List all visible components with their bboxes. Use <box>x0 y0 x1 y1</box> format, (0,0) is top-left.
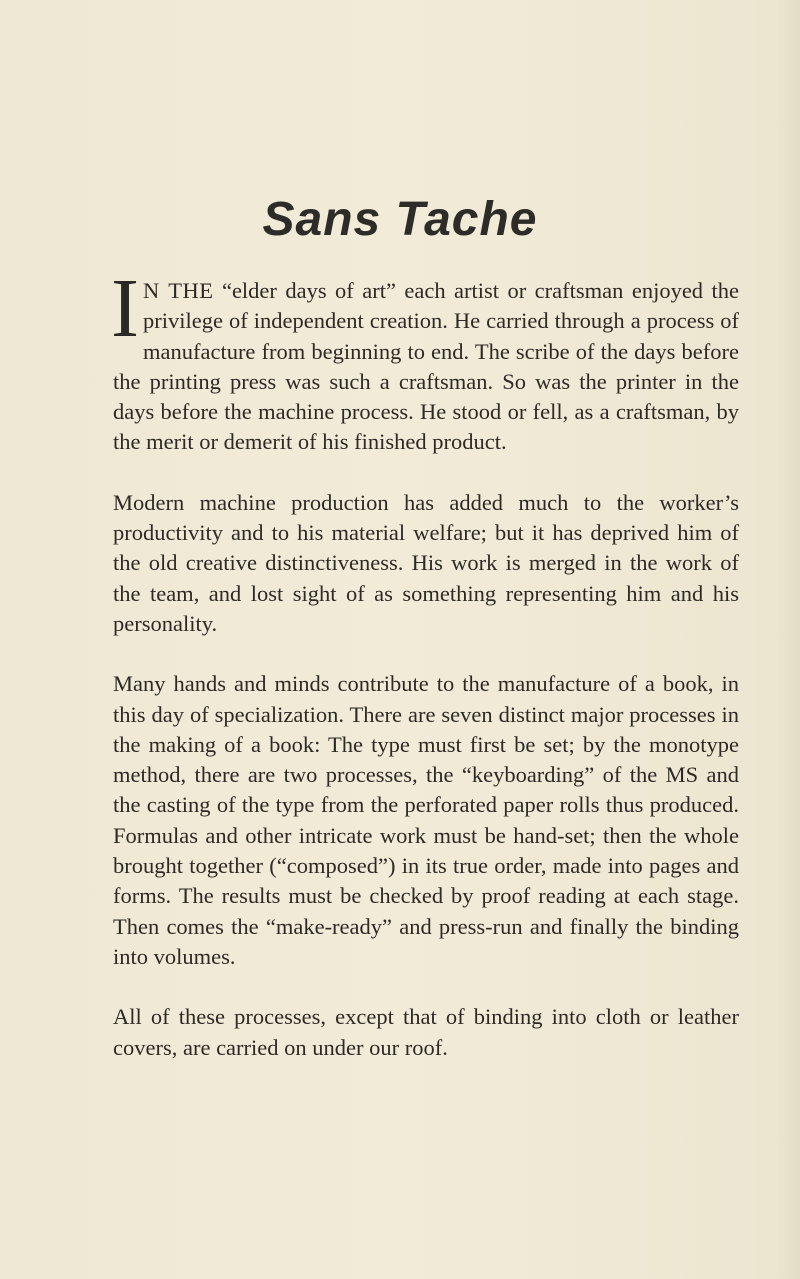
paragraph-2: Modern machine production has added much to the worker’s productivity and to his material welfare; but it has deprived him of the old creative distinctiveness. His work is merged in the work of the team, and lost sight of as something representing him and his personality. <box>113 489 739 636</box>
page-title: Sans Tache <box>262 193 538 246</box>
paragraph-3: Many hands and minds contribute to the manufacture of a book, in this day of specialization. There are seven distinct major processes in the making of a book: The type must first be set; by the monotype method, there are two processes, the “keyboarding” of the MS and the casting of the type from the perforated paper rolls thus produced. Formulas and other intricate work must be hand-set; then the whole brought together (“composed”) in its true order, made into pages and forms. The results must be checked by proof reading at each stage. Then comes the “make-ready” and press-run and finally the binding into volumes. <box>113 671 739 969</box>
body-text <box>111 262 739 1063</box>
lead-in-text: N THE <box>142 278 214 303</box>
drop-cap: I <box>111 262 139 355</box>
paragraph-4: All of these processes, except that of binding into cloth or leather covers, are carried on under our roof. <box>113 1004 739 1060</box>
paragraph-1-text: “elder days of art” each artist or craftsman enjoyed the privilege of independent creation. He carried through a process of manufacture from beginning to end. The scribe of the days before the printing press was such a craftsman. So was the printer in the days before the machine process. He stood or fell, as a craftsman, by the merit or demerit of his finished product. <box>113 278 739 455</box>
paragraph-1 <box>111 262 739 458</box>
